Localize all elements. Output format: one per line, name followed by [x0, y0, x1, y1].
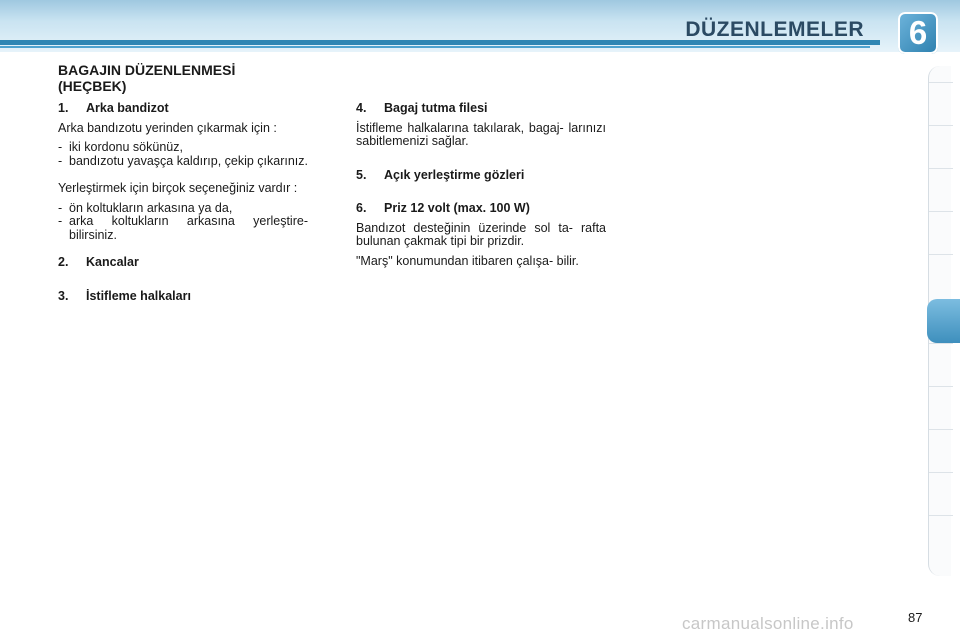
section-title-line2: (HEÇBEK)	[58, 78, 127, 94]
chapter-tab[interactable]	[929, 125, 953, 166]
chapter-title: DÜZENLEMELER	[685, 18, 864, 41]
list-item: - arka koltukların arkasına yerleştire- bilirsiniz.	[58, 214, 308, 242]
chapter-tab[interactable]	[929, 515, 953, 556]
paragraph: İstifleme halkalarına takılarak, bagaj- larınızı sabitlemenizi sağlar.	[356, 120, 606, 148]
item-heading: 6. Priz 12 volt (max. 100 W)	[356, 201, 530, 215]
header-accent-line	[0, 46, 870, 48]
page-number: 87	[908, 610, 923, 625]
chapter-tab[interactable]	[929, 472, 953, 513]
item-heading: 3. İstifleme halkaları	[58, 288, 191, 303]
left-column	[58, 102, 308, 309]
item-heading: 1. Arka bandizot	[58, 101, 169, 115]
chapter-tab[interactable]	[929, 168, 953, 209]
section-title-line1: BAGAJIN DÜZENLENMESİ	[58, 62, 236, 78]
chapter-tab-active[interactable]	[927, 299, 960, 343]
chapter-tab[interactable]	[929, 82, 953, 123]
paragraph: "Marş" konumundan itibaren çalışa- bilir.	[356, 253, 579, 268]
item-heading: 2. Kancalar	[58, 255, 139, 269]
list-item: - iki kordonu sökünüz,	[58, 140, 183, 154]
chapter-number-badge: 6	[898, 12, 938, 54]
chapter-tab[interactable]	[929, 211, 953, 252]
watermark: carmanualsonline.info	[682, 614, 854, 633]
chapter-tab[interactable]	[929, 429, 953, 470]
paragraph: Arka bandızotu yerinden çıkarmak için :	[58, 120, 277, 135]
list-item: - ön koltukların arkasına ya da,	[58, 200, 233, 215]
list-item: - bandızotu yavaşça kaldırıp, çekip çıkarınız.	[58, 153, 309, 168]
right-column	[356, 102, 606, 274]
section-title	[58, 62, 318, 94]
chapter-tab[interactable]	[929, 343, 953, 384]
chapter-tab[interactable]	[929, 386, 953, 427]
paragraph: Bandızot desteğinin üzerinde sol ta- rafta bulunan çakmak tipi bir prizdir.	[356, 220, 606, 248]
item-heading: 5. Açık yerleştirme gözleri	[356, 167, 525, 182]
paragraph: Yerleştirmek için birçok seçeneğiniz vardır :	[58, 181, 298, 195]
item-heading: 4. Bagaj tutma filesi	[356, 101, 488, 115]
chapter-tab[interactable]	[929, 254, 953, 295]
